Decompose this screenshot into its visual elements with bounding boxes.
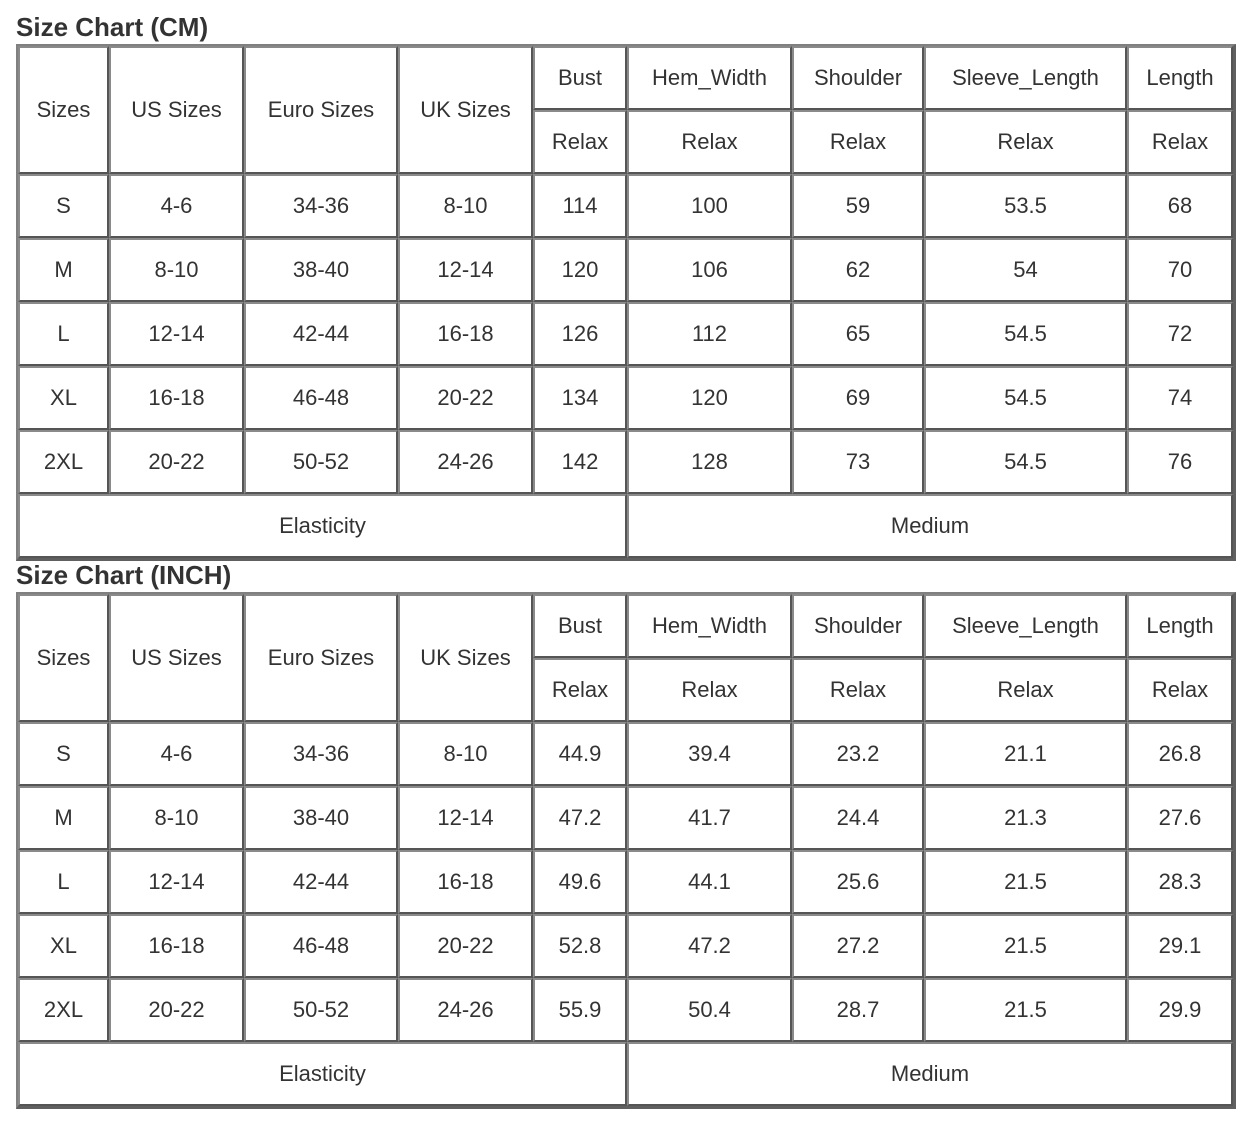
size-table [16, 592, 1236, 1109]
measure-header: Shoulder [792, 46, 924, 110]
measure-header: Bust [533, 594, 627, 658]
column-header: Sizes [18, 594, 109, 722]
table-cell: 2XL [18, 430, 109, 494]
table-cell: 16-18 [398, 302, 533, 366]
table-cell: 134 [533, 366, 627, 430]
table-cell: 41.7 [627, 786, 792, 850]
table-cell: 52.8 [533, 914, 627, 978]
table-row [18, 850, 1233, 914]
table-cell: 8-10 [398, 722, 533, 786]
table-cell: 2XL [18, 978, 109, 1042]
elasticity-label: Elasticity [18, 1042, 627, 1106]
table-cell: 126 [533, 302, 627, 366]
table-cell: 27.6 [1127, 786, 1233, 850]
measure-subheader: Relax [627, 110, 792, 174]
table-cell: 114 [533, 174, 627, 238]
table-row [18, 722, 1233, 786]
table-cell: 16-18 [109, 366, 244, 430]
table-cell: 54.5 [924, 366, 1127, 430]
table-cell: 70 [1127, 238, 1233, 302]
measure-header: Shoulder [792, 594, 924, 658]
table-cell: 59 [792, 174, 924, 238]
table-cell: 8-10 [109, 238, 244, 302]
table-cell: 21.5 [924, 978, 1127, 1042]
table-cell: 68 [1127, 174, 1233, 238]
table-cell: 50-52 [244, 978, 398, 1042]
table-cell: 28.3 [1127, 850, 1233, 914]
table-cell: 20-22 [398, 914, 533, 978]
measure-subheader: Relax [627, 658, 792, 722]
table-cell: 21.3 [924, 786, 1127, 850]
measure-header: Sleeve_Length [924, 46, 1127, 110]
table-cell: 24-26 [398, 430, 533, 494]
table-cell: 42-44 [244, 302, 398, 366]
table-cell: M [18, 786, 109, 850]
table-cell: 28.7 [792, 978, 924, 1042]
table-cell: 112 [627, 302, 792, 366]
table-cell: 49.6 [533, 850, 627, 914]
header-row [18, 594, 1233, 658]
table-cell: 34-36 [244, 722, 398, 786]
column-header: Euro Sizes [244, 594, 398, 722]
table-cell: 50-52 [244, 430, 398, 494]
measure-subheader: Relax [792, 658, 924, 722]
elasticity-label: Elasticity [18, 494, 627, 558]
table-cell: L [18, 302, 109, 366]
measure-subheader: Relax [924, 658, 1127, 722]
table-row [18, 914, 1233, 978]
table-cell: 23.2 [792, 722, 924, 786]
table-cell: 16-18 [109, 914, 244, 978]
table-row [18, 238, 1233, 302]
table-cell: XL [18, 914, 109, 978]
table-cell: 73 [792, 430, 924, 494]
chart-title: Size Chart (CM) [16, 12, 209, 42]
table-cell: XL [18, 366, 109, 430]
table-cell: 69 [792, 366, 924, 430]
measure-header: Sleeve_Length [924, 594, 1127, 658]
table-cell: 34-36 [244, 174, 398, 238]
elasticity-value: Medium [627, 494, 1233, 558]
table-cell: 74 [1127, 366, 1233, 430]
elasticity-value: Medium [627, 1042, 1233, 1106]
table-cell: 106 [627, 238, 792, 302]
measure-header: Bust [533, 46, 627, 110]
table-cell: 38-40 [244, 238, 398, 302]
footer-row [18, 1042, 1233, 1106]
table-cell: 8-10 [109, 786, 244, 850]
chart-title: Size Chart (INCH) [16, 560, 232, 590]
table-cell: 47.2 [533, 786, 627, 850]
table-cell: 120 [533, 238, 627, 302]
measure-subheader: Relax [533, 110, 627, 174]
measure-subheader: Relax [924, 110, 1127, 174]
table-cell: 25.6 [792, 850, 924, 914]
column-header: Sizes [18, 46, 109, 174]
measure-header: Hem_Width [627, 594, 792, 658]
table-cell: 72 [1127, 302, 1233, 366]
table-cell: S [18, 174, 109, 238]
measure-subheader: Relax [533, 658, 627, 722]
table-row [18, 366, 1233, 430]
table-cell: 20-22 [398, 366, 533, 430]
column-header: UK Sizes [398, 46, 533, 174]
table-cell: 21.5 [924, 914, 1127, 978]
table-cell: 76 [1127, 430, 1233, 494]
table-cell: S [18, 722, 109, 786]
table-cell: 8-10 [398, 174, 533, 238]
column-header: UK Sizes [398, 594, 533, 722]
table-cell: 12-14 [109, 850, 244, 914]
table-cell: 29.9 [1127, 978, 1233, 1042]
measure-header: Length [1127, 594, 1233, 658]
column-header: US Sizes [109, 594, 244, 722]
measure-header: Hem_Width [627, 46, 792, 110]
table-row [18, 174, 1233, 238]
table-row [18, 430, 1233, 494]
size-table [16, 44, 1236, 561]
table-cell: 53.5 [924, 174, 1127, 238]
table-cell: 12-14 [398, 238, 533, 302]
table-cell: 65 [792, 302, 924, 366]
table-cell: 120 [627, 366, 792, 430]
table-row [18, 302, 1233, 366]
table-cell: 50.4 [627, 978, 792, 1042]
table-cell: 39.4 [627, 722, 792, 786]
column-header: Euro Sizes [244, 46, 398, 174]
measure-header: Length [1127, 46, 1233, 110]
table-cell: 42-44 [244, 850, 398, 914]
table-cell: 20-22 [109, 978, 244, 1042]
table-cell: 46-48 [244, 366, 398, 430]
table-cell: 4-6 [109, 174, 244, 238]
table-cell: 44.1 [627, 850, 792, 914]
table-cell: 46-48 [244, 914, 398, 978]
measure-subheader: Relax [792, 110, 924, 174]
table-cell: 12-14 [109, 302, 244, 366]
table-cell: 44.9 [533, 722, 627, 786]
table-cell: 29.1 [1127, 914, 1233, 978]
header-row [18, 46, 1233, 110]
table-cell: L [18, 850, 109, 914]
table-cell: 38-40 [244, 786, 398, 850]
table-cell: 27.2 [792, 914, 924, 978]
table-cell: 26.8 [1127, 722, 1233, 786]
table-cell: 100 [627, 174, 792, 238]
table-row [18, 978, 1233, 1042]
table-cell: 142 [533, 430, 627, 494]
table-cell: 55.9 [533, 978, 627, 1042]
table-cell: 62 [792, 238, 924, 302]
table-cell: 16-18 [398, 850, 533, 914]
table-cell: 54.5 [924, 430, 1127, 494]
table-cell: 21.1 [924, 722, 1127, 786]
table-cell: M [18, 238, 109, 302]
table-cell: 24-26 [398, 978, 533, 1042]
table-cell: 54 [924, 238, 1127, 302]
table-row [18, 786, 1233, 850]
measure-subheader: Relax [1127, 110, 1233, 174]
table-cell: 4-6 [109, 722, 244, 786]
footer-row [18, 494, 1233, 558]
measure-subheader: Relax [1127, 658, 1233, 722]
table-cell: 128 [627, 430, 792, 494]
table-cell: 54.5 [924, 302, 1127, 366]
table-cell: 20-22 [109, 430, 244, 494]
table-cell: 12-14 [398, 786, 533, 850]
table-cell: 24.4 [792, 786, 924, 850]
column-header: US Sizes [109, 46, 244, 174]
table-cell: 47.2 [627, 914, 792, 978]
table-cell: 21.5 [924, 850, 1127, 914]
